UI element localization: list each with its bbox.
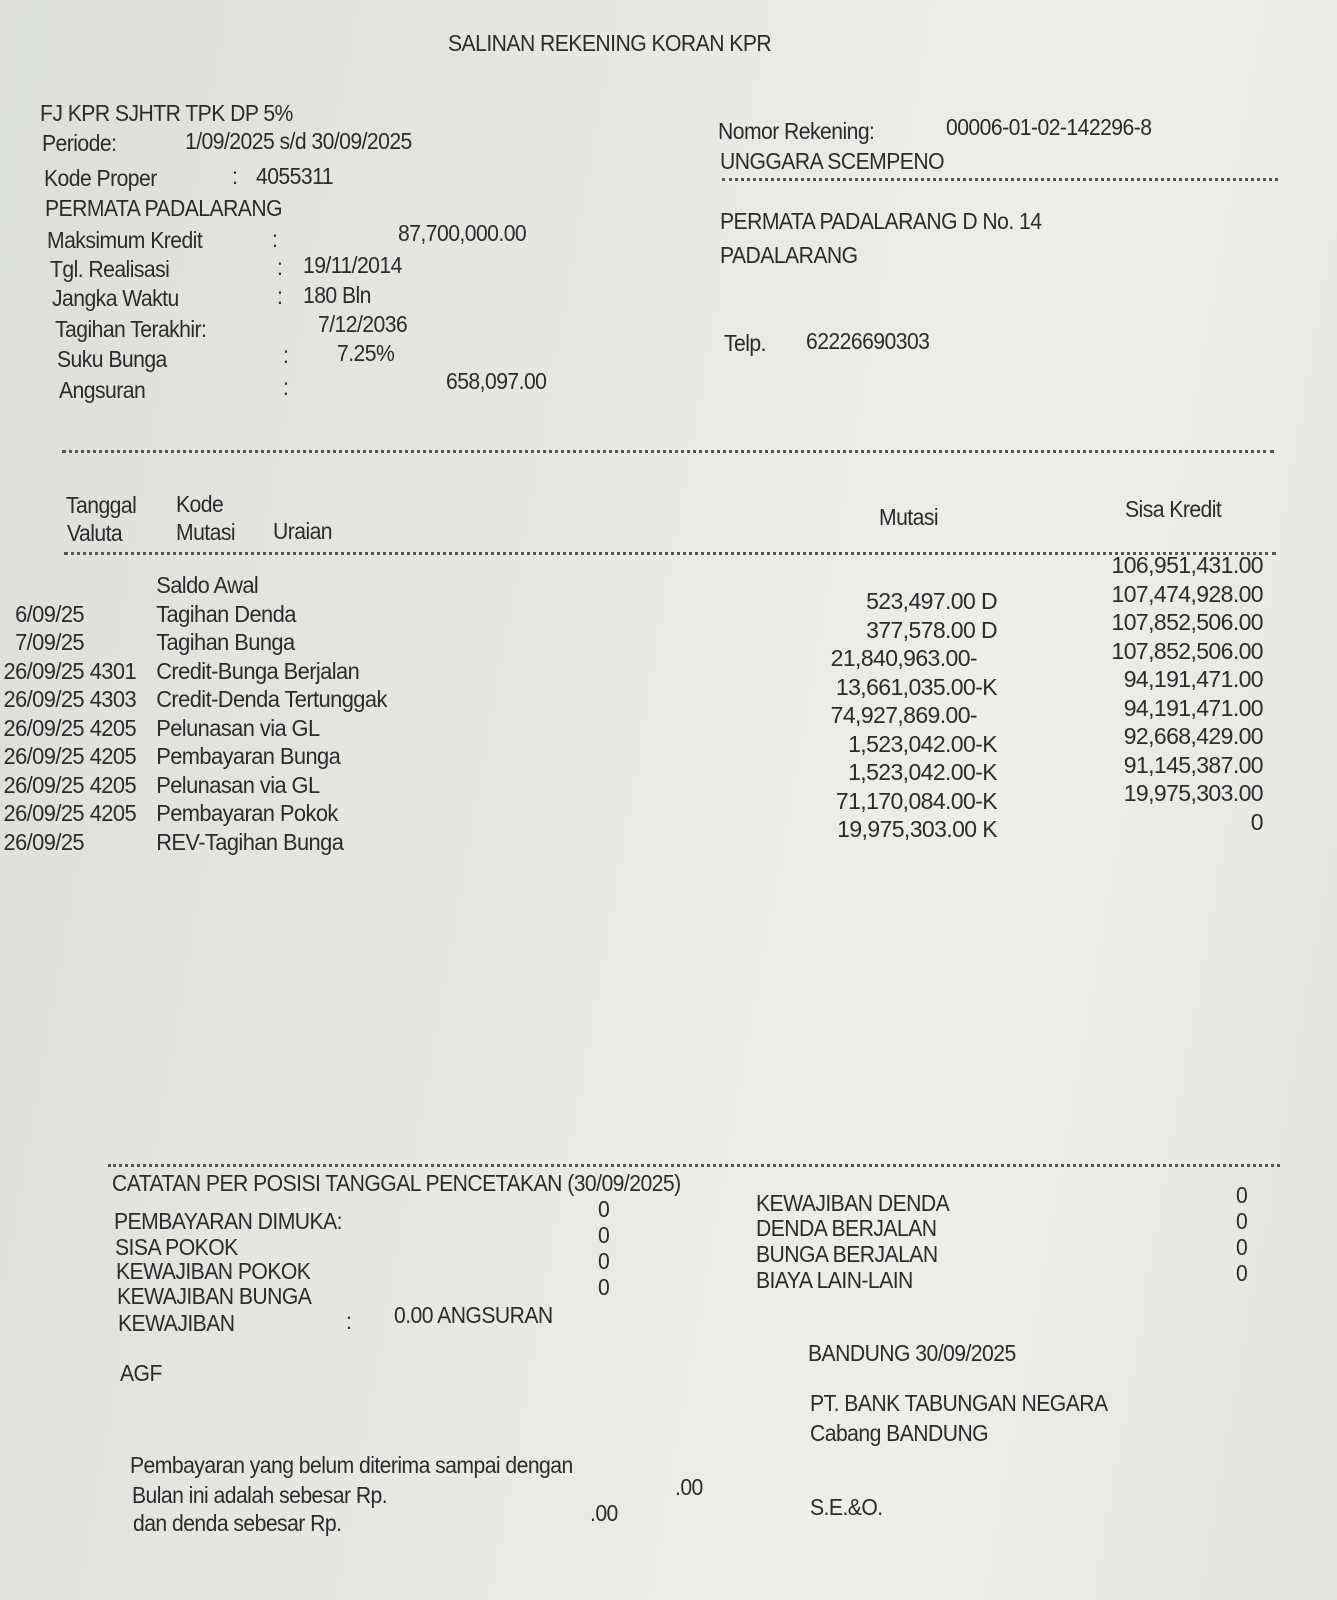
header-valuta: Valuta [67, 520, 123, 546]
table-row [0, 743, 387, 772]
row-desc: Tagihan Denda [156, 600, 296, 627]
angsuran-value: 658,097.00 [446, 368, 547, 394]
kode-proper-label: Kode Proper [44, 165, 157, 191]
sisa-kredit-column [1013, 552, 1263, 837]
row-code: 4303 [89, 686, 137, 712]
row-date: 26/09/25 [3, 743, 84, 769]
mutasi-value: 21,840,963.00- [830, 645, 977, 671]
catatan-title: CATATAN PER POSISI TANGGAL PENCETAKAN (30/09/2025) [112, 1170, 681, 1196]
colon: : [346, 1308, 352, 1334]
catatan-value: 0 [598, 1274, 610, 1300]
mutasi-value: 1,523,042.00-K [848, 730, 997, 757]
row-desc: REV-Tagihan Bunga [156, 828, 344, 855]
seo-disclaimer: S.E.&O. [810, 1494, 883, 1520]
table-row [0, 601, 387, 630]
row-desc: Pembayaran Pokok [156, 800, 338, 826]
nomor-rekening-label: Nomor Rekening: [718, 118, 875, 144]
sisa-kredit-value: 92,668,429.00 [1123, 723, 1263, 749]
customer-name: UNGGARA SCEMPENO [720, 148, 944, 174]
header-uraian: Uraian [273, 518, 333, 544]
colon: : [277, 283, 283, 309]
note-line-2-value: .00 [675, 1474, 703, 1500]
header-kode-mutasi: Mutasi [176, 519, 236, 545]
table-row [0, 686, 387, 715]
kode-proper-value: 4055311 [256, 163, 333, 189]
note-line-3-value: .00 [590, 1500, 618, 1526]
catatan-label: KEWAJIBAN BUNGA [117, 1283, 312, 1309]
row-desc: Tagihan Bunga [156, 629, 295, 655]
table-row [0, 572, 387, 601]
note-line-2: Bulan ini adalah sebesar Rp. [132, 1482, 388, 1508]
table-row [0, 829, 387, 858]
document-title: SALINAN REKENING KORAN KPR [448, 30, 772, 56]
colon: : [232, 163, 238, 189]
sisa-kredit-value: 106,951,431.00 [1111, 552, 1263, 578]
row-desc: Credit-Bunga Berjalan [156, 657, 360, 684]
row-date: 26/09/25 [3, 828, 84, 855]
row-date: 26/09/25 [3, 657, 84, 684]
row-code: 4205 [89, 743, 137, 769]
mutasi-value: 19,975,303.00 K [837, 816, 997, 842]
table-row [0, 772, 387, 801]
mutasi-value: 1,523,042.00-K [848, 759, 997, 785]
row-date: 26/09/25 [3, 686, 84, 712]
catatan-value: 0 [1236, 1208, 1248, 1234]
row-code: 4205 [89, 771, 137, 798]
kewajiban-value: 0.00 ANGSURAN [394, 1302, 553, 1328]
row-desc: Pelunasan via GL [156, 771, 320, 798]
catatan-value: 0 [1236, 1182, 1248, 1208]
sisa-kredit-value: 19,975,303.00 [1123, 780, 1263, 806]
note-line-1: Pembayaran yang belum diterima sampai dengan [130, 1452, 573, 1478]
jangka-waktu-label: Jangka Waktu [52, 285, 179, 311]
periode-label: Periode: [42, 130, 117, 156]
sisa-kredit-value: 94,191,471.00 [1123, 694, 1263, 721]
catatan-value: 0 [598, 1248, 610, 1274]
divider [62, 450, 1274, 453]
maksimum-kredit-value: 87,700,000.00 [398, 220, 527, 246]
mutasi-value: 377,578.00 D [866, 616, 997, 643]
catatan-label: BUNGA BERJALAN [756, 1241, 938, 1267]
transaction-rows [0, 572, 387, 857]
sisa-kredit-value: 0 [1250, 808, 1263, 835]
telp-label: Telp. [724, 330, 766, 356]
row-code: 4205 [89, 800, 137, 826]
divider [108, 1164, 1280, 1167]
telp-value: 62226690303 [806, 328, 930, 354]
sisa-kredit-value: 94,191,471.00 [1123, 666, 1263, 692]
row-code: 4205 [89, 714, 137, 741]
mutasi-value: 71,170,084.00-K [835, 787, 997, 814]
jangka-waktu-value: 180 Bln [303, 282, 371, 308]
suku-bunga-label: Suku Bunga [57, 346, 167, 372]
mutasi-value: 74,927,869.00- [830, 702, 977, 728]
tagihan-terakhir-label: Tagihan Terakhir: [55, 316, 207, 342]
nomor-rekening-value: 00006-01-02-142296-8 [946, 114, 1152, 140]
note-line-3: dan denda sebesar Rp. [133, 1510, 342, 1536]
header-kode: Kode [176, 491, 224, 517]
row-date: 6/09/25 [15, 600, 84, 627]
tempat-tanggal: BANDUNG 30/09/2025 [808, 1340, 1016, 1366]
tgl-realisasi-value: 19/11/2014 [303, 252, 402, 278]
maksimum-kredit-label: Maksimum Kredit [47, 227, 203, 253]
product-name: FJ KPR SJHTR TPK DP 5% [40, 100, 293, 126]
table-row [0, 715, 387, 744]
catatan-label: PEMBAYARAN DIMUKA: [114, 1208, 342, 1234]
sisa-kredit-value: 107,474,928.00 [1111, 580, 1263, 607]
row-desc: Saldo Awal [156, 572, 259, 598]
angsuran-label: Angsuran [59, 377, 146, 403]
mutasi-value: 523,497.00 D [866, 588, 997, 614]
periode-value: 1/09/2025 s/d 30/09/2025 [185, 128, 412, 154]
colon: : [283, 342, 289, 368]
header-mutasi: Mutasi [879, 504, 939, 530]
catatan-label: KEWAJIBAN DENDA [756, 1190, 950, 1216]
colon: : [277, 254, 283, 280]
catatan-value: 0 [598, 1196, 610, 1222]
catatan-label: BIAYA LAIN-LAIN [756, 1267, 913, 1293]
kode-petugas: AGF [120, 1360, 162, 1386]
catatan-label: SISA POKOK [115, 1234, 238, 1260]
divider [722, 178, 1278, 181]
address-line-2: PADALARANG [720, 242, 858, 268]
tgl-realisasi-label: Tgl. Realisasi [50, 256, 170, 282]
tagihan-terakhir-value: 7/12/2036 [318, 311, 408, 337]
sisa-kredit-value: 107,852,506.00 [1111, 609, 1263, 635]
header-sisa-kredit: Sisa Kredit [1125, 496, 1222, 522]
colon: : [283, 374, 289, 400]
bank-branch: Cabang BANDUNG [810, 1420, 989, 1446]
catatan-label: DENDA BERJALAN [756, 1215, 937, 1241]
row-desc: Pembayaran Bunga [156, 743, 341, 769]
table-row [0, 658, 387, 687]
address-line-1: PERMATA PADALARANG D No. 14 [720, 208, 1042, 234]
row-date: 26/09/25 [3, 800, 84, 826]
row-date: 26/09/25 [3, 771, 84, 798]
kewajiban-label: KEWAJIBAN [118, 1310, 235, 1336]
catatan-value: 0 [1236, 1260, 1248, 1286]
mutasi-column [747, 588, 997, 845]
table-row [0, 800, 387, 829]
bank-name: PT. BANK TABUNGAN NEGARA [810, 1390, 1108, 1416]
row-date: 26/09/25 [3, 714, 84, 741]
row-desc: Pelunasan via GL [156, 714, 320, 741]
sisa-kredit-value: 107,852,506.00 [1111, 637, 1263, 664]
sisa-kredit-value: 91,145,387.00 [1123, 751, 1263, 778]
project-name: PERMATA PADALARANG [45, 195, 283, 221]
table-row [0, 629, 387, 658]
catatan-value: 0 [1236, 1234, 1248, 1260]
suku-bunga-value: 7.25% [337, 340, 395, 366]
row-desc: Credit-Denda Tertunggak [156, 686, 387, 712]
row-code: 4301 [89, 657, 137, 684]
mutasi-value: 13,661,035.00-K [835, 673, 997, 700]
catatan-value: 0 [598, 1222, 610, 1248]
header-tanggal: Tanggal [66, 492, 137, 518]
colon: : [272, 226, 278, 252]
catatan-label: KEWAJIBAN POKOK [116, 1258, 311, 1284]
row-date: 7/09/25 [15, 629, 84, 655]
